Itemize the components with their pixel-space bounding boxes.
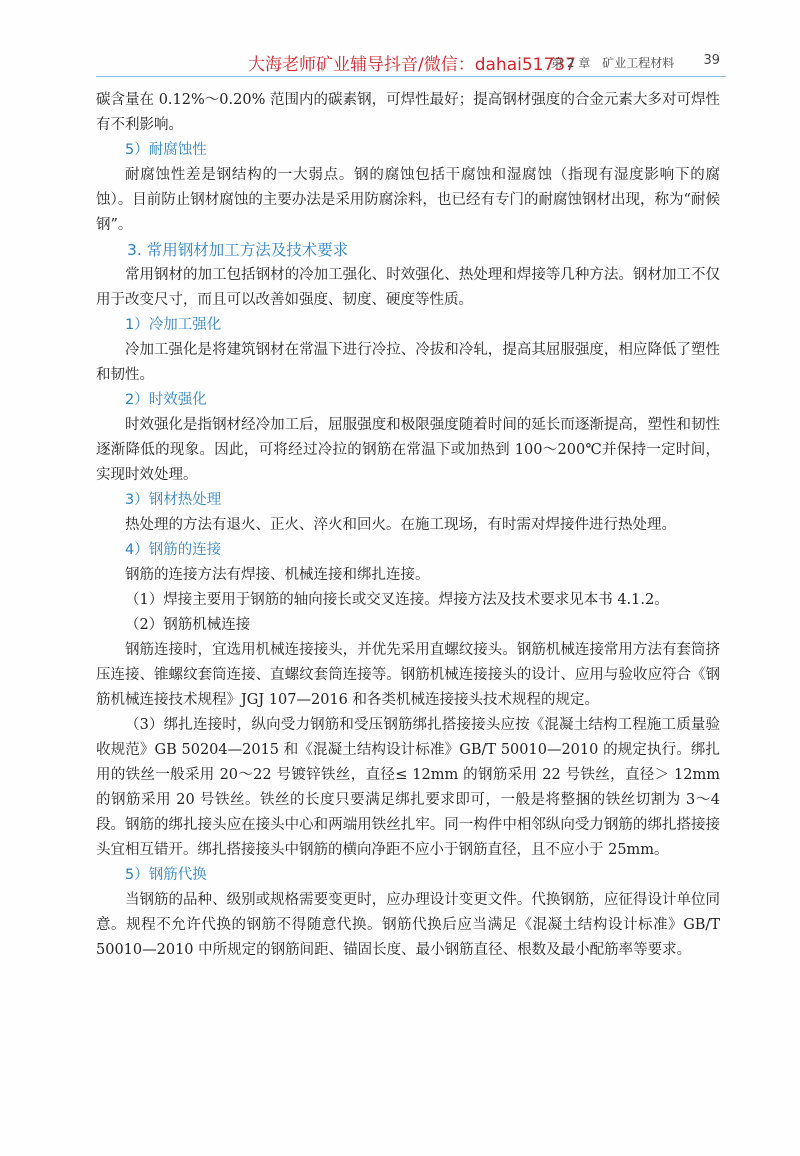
chapter-title: 第 2 章 矿业工程材料 — [551, 56, 675, 70]
page-body — [96, 88, 720, 963]
heading-rebar-connection: 4）钢筋的连接 — [125, 542, 222, 558]
paragraph-mechanical-heading: （2）钢筋机械连接 — [125, 617, 251, 633]
paragraph-processing-intro: 常用钢材的加工包括钢材的冷加工强化、时效强化、热处理和焊接等几种方法。钢材加工不仅用于改变尺寸，而且可以改善如强度、韧度、硬度等性质。 — [96, 267, 720, 308]
page-number: 39 — [703, 53, 720, 68]
paragraph-cold-working: 冷加工强化是将建筑钢材在常温下进行冷拉、冷拔和冷轧，提高其屈服强度，相应降低了塑性和韧性。 — [96, 342, 720, 383]
page-header — [96, 50, 726, 80]
heading-corrosion-resistance: 5）耐腐蚀性 — [125, 142, 207, 158]
paragraph-connection-methods: 钢筋的连接方法有焊接、机械连接和绑扎连接。 — [125, 567, 430, 583]
header-divider — [96, 76, 726, 77]
paragraph-substitution: 当钢筋的品种、级别或规格需要变更时，应办理设计变更文件。代换钢筋，应征得设计单位同意。规程不允许代换的钢筋不得随意代换。钢筋代换后应当满足《混凝土结构设计标准》GB/T 50010—2010 中所规定的钢筋间距、锚固长度、最小钢筋直径、根数及最小配筋率等要求。 — [96, 892, 720, 958]
paragraph-welding: （1）焊接主要用于钢筋的轴向接长或交叉连接。焊接方法及技术要求见本书 4.1.2。 — [125, 592, 669, 608]
paragraph-weldability-cont: 碳含量在 0.12%～0.20% 范围内的碳素钢，可焊性最好；提高钢材强度的合金元素大多对可焊性有不利影响。 — [96, 92, 720, 133]
heading-aging: 2）时效强化 — [125, 392, 207, 408]
paragraph-heat-treatment-text: 热处理的方法有退火、正火、淬火和回火。在施工现场，有时需对焊接件进行热处理。 — [125, 517, 676, 533]
watermark-text: 大海老师矿业辅导抖音/微信：dahai51737 — [248, 55, 576, 75]
heading-cold-working: 1）冷加工强化 — [125, 317, 222, 333]
paragraph-aging: 时效强化是指钢材经冷加工后，屈服强度和极限强度随着时间的延长而逐渐提高，塑性和韧性逐渐降低的现象。因此，可将经过冷拉的钢筋在常温下或加热到 100～200℃并保持一定时间，实现时效处理。 — [96, 417, 720, 483]
paragraph-mechanical: 钢筋连接时，宜选用机械连接接头，并优先采用直螺纹接头。钢筋机械连接常用方法有套筒挤压连接、锥螺纹套筒连接、直螺纹套筒连接等。钢筋机械连接接头的设计、应用与验收应符合《钢筋机械连接技术规程》JGJ 107—2016 和各类机械连接接头技术规程的规定。 — [96, 642, 720, 708]
heading-processing-methods: 3. 常用钢材加工方法及技术要求 — [127, 241, 349, 259]
paragraph-corrosion: 耐腐蚀性差是钢结构的一大弱点。钢的腐蚀包括干腐蚀和湿腐蚀（指现有湿度影响下的腐蚀）。目前防止钢材腐蚀的主要办法是采用防腐涂料，也已经有专门的耐腐蚀钢材出现，称为“耐候钢”。 — [96, 167, 720, 233]
heading-heat-treatment: 3）钢材热处理 — [125, 492, 222, 508]
paragraph-tying: （3）绑扎连接时，纵向受力钢筋和受压钢筋绑扎搭接接头应按《混凝土结构工程施工质量验收规范》GB 50204—2015 和《混凝土结构设计标准》GB/T 50010—2010 的规定执行。绑扎用的铁丝一般采用 20～22 号镀锌铁丝，直径≤ 12mm 的钢筋采用 22 号铁丝，直径＞ 12mm 的钢筋采用 20 号铁丝。铁丝的长度只要满足绑扎要求即可，一般是将整捆的铁丝切割为 3～4 段。钢筋的绑扎接头应在接头中心和两端用铁丝扎牢。同一构件中相邻纵向受力钢筋的绑扎搭接接头宜相互错开。绑扎搭接接头中钢筋的横向净距不应小于钢筋直径，且不应小于 25mm。 — [96, 717, 720, 858]
heading-rebar-substitution: 5）钢筋代换 — [125, 867, 207, 883]
